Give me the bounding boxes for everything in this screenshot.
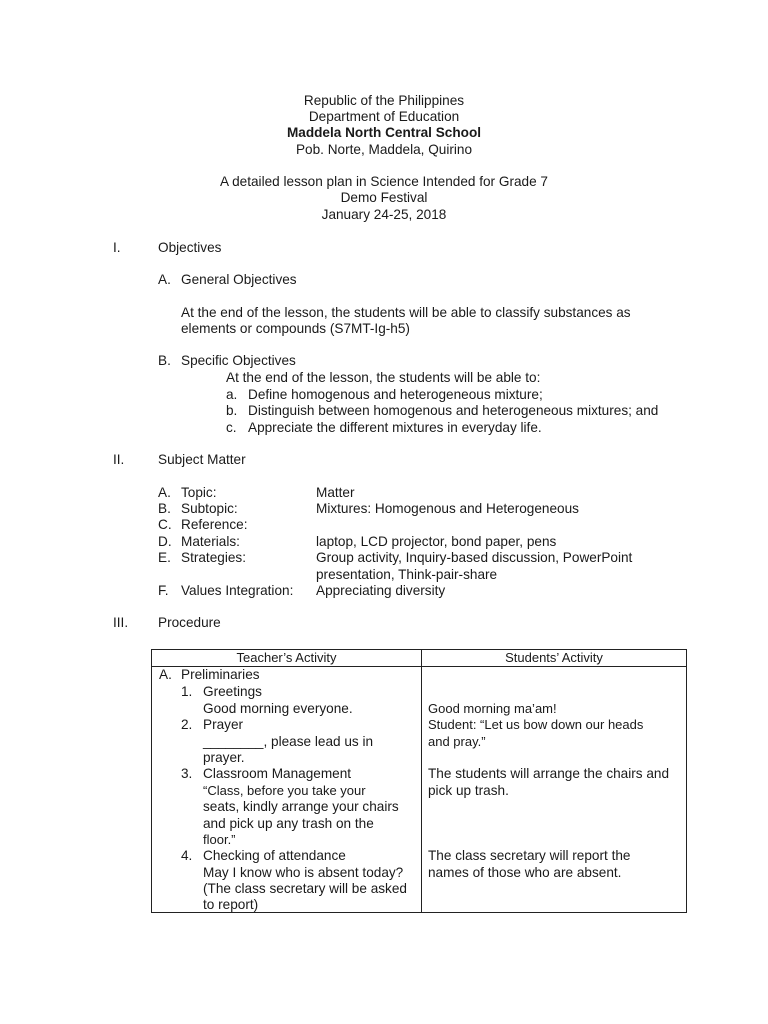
subject-row-value: Appreciating diversity	[316, 583, 446, 598]
step-line: to report)	[203, 897, 259, 912]
subject-row-letter: E.	[158, 550, 171, 565]
student-response-line: The students will arrange the chairs and	[428, 766, 670, 781]
general-objectives-letter: A.	[158, 272, 171, 287]
student-response-line: The class secretary will report the	[428, 848, 631, 863]
subject-row-letter: D.	[158, 534, 172, 549]
header-school: Maddela North Central School	[286, 125, 482, 140]
specific-objective-c: Appreciate the different mixtures in everyday life.	[248, 420, 542, 435]
procedure-table-header-row	[152, 650, 687, 667]
step-line: ________, please lead us in	[203, 734, 374, 749]
title-line1: A detailed lesson plan in Science Intended for Grade 7	[220, 174, 548, 189]
subject-row-value: Group activity, Inquiry-based discussion, PowerPoint	[316, 550, 633, 565]
subject-matter-heading: Subject Matter	[158, 452, 246, 467]
subject-row-value: Matter	[316, 485, 355, 500]
step-line: May I know who is absent today?	[203, 865, 404, 880]
specific-objective-a: Define homogenous and heterogeneous mixture;	[248, 387, 543, 402]
subject-row-value-continued: presentation, Think-pair-share	[316, 567, 498, 582]
specific-objectives-heading: Specific Objectives	[181, 353, 296, 368]
step-title: Prayer	[203, 717, 244, 732]
subject-row-letter: F.	[158, 583, 169, 598]
specific-objectives-intro: At the end of the lesson, the students will be able to:	[226, 370, 541, 385]
subject-row-label: Topic:	[181, 485, 217, 500]
general-objectives-heading: General Objectives	[181, 272, 297, 287]
step-title: Greetings	[203, 684, 262, 699]
student-response-line: pick up trash.	[428, 783, 509, 798]
students-activity-cell	[422, 667, 687, 913]
procedure-numeral: III.	[113, 615, 129, 630]
step-title: Checking of attendance	[203, 848, 346, 863]
header-country: Republic of the Philippines	[303, 93, 465, 108]
specific-objective-letter-c: c.	[226, 420, 237, 435]
section-letter: A.	[159, 667, 172, 682]
subject-row-letter: C.	[158, 517, 172, 532]
step-line: floor.”	[203, 832, 236, 847]
subject-row-label: Subtopic:	[181, 501, 238, 516]
subject-matter-numeral: II.	[113, 452, 125, 467]
student-response-line: names of those who are absent.	[428, 865, 622, 880]
subject-row-label: Strategies:	[181, 550, 246, 565]
specific-objective-letter-a: a.	[226, 387, 238, 402]
section-title: Preliminaries	[181, 667, 260, 682]
objectives-numeral: I.	[113, 240, 121, 255]
subject-row-letter: B.	[158, 501, 171, 516]
procedure-table	[151, 649, 687, 913]
specific-objectives-letter: B.	[158, 353, 171, 368]
subject-row-value: laptop, LCD projector, bond paper, pens	[316, 534, 557, 549]
title-line2: Demo Festival	[340, 190, 428, 205]
students-activity-header: Students’ Activity	[422, 650, 687, 667]
header-address: Pob. Norte, Maddela, Quirino	[295, 142, 473, 157]
general-objectives-text-line1: At the end of the lesson, the students will be able to classify substances as	[181, 305, 631, 320]
procedure-heading: Procedure	[158, 615, 221, 630]
teacher-activity-cell	[152, 667, 422, 913]
step-line: prayer.	[203, 750, 245, 765]
subject-row-label: Values Integration:	[181, 583, 294, 598]
specific-objective-letter-b: b.	[226, 403, 238, 418]
step-line: Good morning everyone.	[203, 701, 353, 716]
student-response-line: Good morning ma’am!	[428, 701, 557, 716]
subject-row-label: Materials:	[181, 534, 240, 549]
procedure-table-row	[152, 667, 687, 913]
student-response-line: Student: “Let us bow down our heads	[428, 717, 644, 732]
student-response-line: and pray.”	[428, 734, 486, 749]
header-department: Department of Education	[308, 109, 460, 124]
step-number: 2.	[181, 717, 193, 732]
objectives-heading: Objectives	[158, 240, 222, 255]
teacher-activity-header: Teacher’s Activity	[152, 650, 422, 667]
step-line: seats, kindly arrange your chairs	[203, 799, 399, 814]
step-line: (The class secretary will be asked	[203, 881, 407, 896]
title-line3: January 24-25, 2018	[321, 207, 447, 222]
step-line: and pick up any trash on the	[203, 816, 374, 831]
step-number: 4.	[181, 848, 193, 863]
step-number: 3.	[181, 766, 193, 781]
step-number: 1.	[181, 684, 193, 699]
step-title: Classroom Management	[203, 766, 352, 781]
general-objectives-text-line2: elements or compounds (S7MT-Ig-h5)	[181, 321, 410, 336]
specific-objective-b: Distinguish between homogenous and heterogeneous mixtures; and	[248, 403, 659, 418]
subject-row-label: Reference:	[181, 517, 248, 532]
step-line: “Class, before you take your	[203, 783, 366, 798]
subject-row-value: Mixtures: Homogenous and Heterogeneous	[316, 501, 579, 516]
subject-row-letter: A.	[158, 485, 171, 500]
